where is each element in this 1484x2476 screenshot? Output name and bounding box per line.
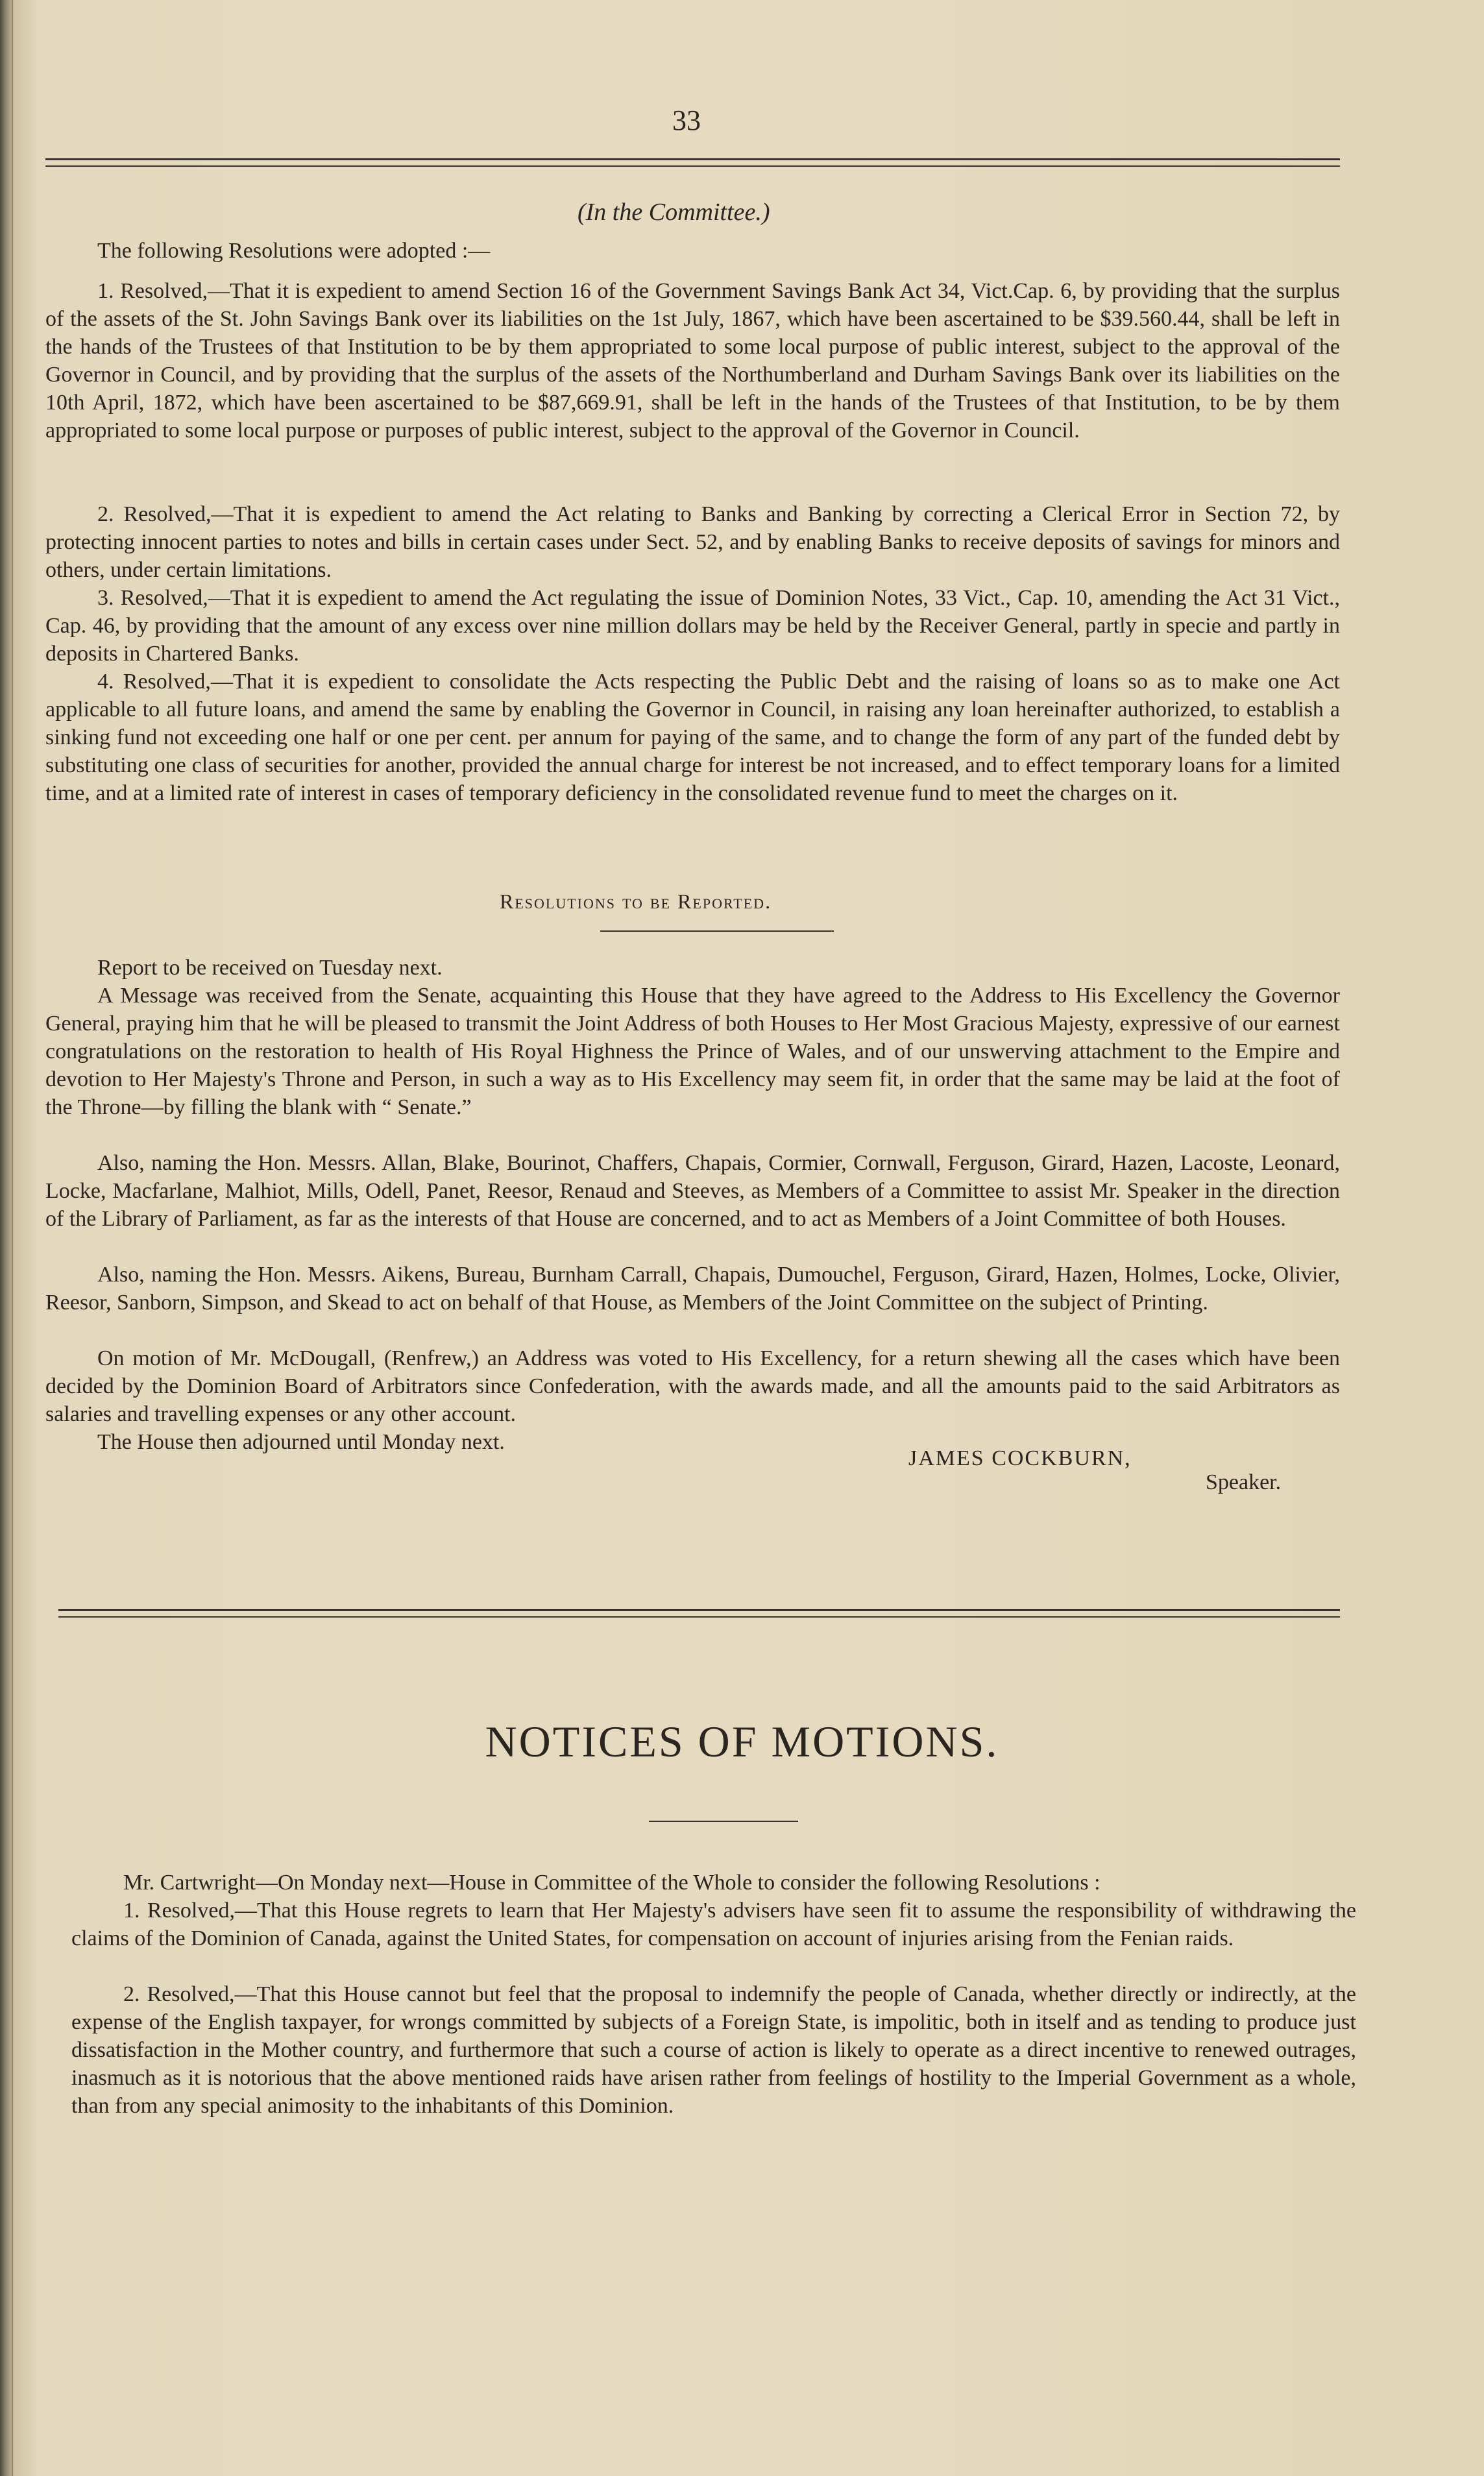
section-underline <box>600 930 834 932</box>
header-rule-top <box>45 158 1340 160</box>
notices-of-motions-title: NOTICES OF MOTIONS. <box>485 1717 999 1766</box>
cartwright-notice-intro: Mr. Cartwright—On Monday next—House in Committee of the Whole to consider the following Resolutions : <box>123 1871 1101 1895</box>
printing-committee-paragraph: Also, naming the Hon. Messrs. Aikens, Bureau, Burnham Carrall, Chapais, Dumouchel, Ferguson, Girard, Hazen, Holmes, Locke, Olivier, Reesor, Sanborn, Simpson, and Skead to act on behalf of that House, as Members of the Joint Committee on the subject of Printing. <box>45 1263 1340 1315</box>
speaker-signature-name: JAMES COCKBURN, <box>908 1446 1132 1470</box>
notice-resolution-1: 1. Resolved,—That this House regrets to learn that Her Majesty's advisers have seen fit to assume the responsibility of withdrawing the claims of the Dominion of Canada, against the United States, for compensation on account of injuries arising from the Fenian raids. <box>71 1899 1356 1950</box>
library-committee-paragraph: Also, naming the Hon. Messrs. Allan, Blake, Bourinot, Chaffers, Chapais, Cormier, Cornwall, Ferguson, Girard, Hazen, Lacoste, Leonard, Locke, Macfarlane, Malhiot, Mills, Odell, Panet, Reesor, Renaud and Steeves, as Members of a Committee to assist Mr. Speaker in the direction of the Library of Parliament, as far as the interests of that House are concerned, and to act as Members of a Joint Committee of both Houses. <box>45 1151 1340 1231</box>
notice-resolution-2: 2. Resolved,—That this House cannot but feel that the proposal to indemnify the people of Canada, whether directly or indirectly, at the expense of the English taxpayer, for wrongs committed by subjects of a Foreign State, is impolitic, both in itself and as tending to produce just dissatisfaction in the Mother country, and furthermore that such a course of action is likely to operate as a direct incentive to renewed outrages, inasmuch as it is notorious that the above mentioned raids have arisen rather from feelings of hostility to the Imperial Government as a whole, than from any special animosity to the inhabitants of this Dominion. <box>71 1982 1356 2118</box>
adjournment-paragraph: The House then adjourned until Monday next. <box>97 1430 505 1454</box>
mcdougall-motion-paragraph: On motion of Mr. McDougall, (Renfrew,) an Address was voted to His Excellency, for a return shewing all the cases which have been decided by the Dominion Board of Arbitrators since Confederation, with the awards made, and all the amounts paid to the said Arbitrators as salaries and travelling expenses or any other account. <box>45 1346 1340 1426</box>
speaker-signature-title: Speaker. <box>1206 1470 1282 1494</box>
resolutions-intro: The following Resolutions were adopted :— <box>97 239 491 263</box>
header-rule-bottom <box>45 165 1340 167</box>
resolution-2: 2. Resolved,—That it is expedient to amend the Act relating to Banks and Banking by correcting a Clerical Error in Section 72, by protecting innocent parties to notes and bills in certain cases under Sect. 52, and by enabling Banks to receive deposits of savings for minors and others, under certain limitations. <box>45 502 1340 582</box>
committee-heading: (In the Committee.) <box>578 199 770 226</box>
resolutions-to-be-reported-heading: Resolutions to be Reported. <box>500 890 772 913</box>
section-divider-top <box>58 1609 1340 1611</box>
resolution-4: 4. Resolved,—That it is expedient to consolidate the Acts respecting the Public Debt and the raising of loans so as to make one Act applicable to all future loans, and amend the same by enabling the Governor in Council, in raising any loan hereinafter authorized, to establish a sinking fund not exceeding one half or one per cent. per annum for paying of the same, and to change the form of any part of the funded debt by substituting one class of securities for another, provided the annual charge for interest be not increased, and to effect temporary loans for a limited time, and at a limited rate of interest in cases of temporary deficiency in the consolidated revenue fund to meet the charges on it. <box>45 670 1340 805</box>
resolution-3: 3. Resolved,—That it is expedient to amend the Act regulating the issue of Dominion Notes, 33 Vict., Cap. 10, amending the Act 31 Vict., Cap. 46, by providing that the amount of any excess over nine million dollars may be held by the Receiver General, partly in specie and partly in deposits in Chartered Banks. <box>45 586 1340 666</box>
senate-message-paragraph: A Message was received from the Senate, acquainting this House that they have agreed to the Address to His Excellency the Governor General, praying him that he will be pleased to transmit the Joint Address of both Houses to Her Most Gracious Majesty, expressive of our earnest congratulations on the restoration to health of His Royal Highness the Prince of Wales, and of our unswerving attachment to the Empire and devotion to Her Majesty's Throne and Person, in such a way as to His Excellency may seem fit, in order that the same may be laid at the foot of the Throne—by filling the blank with “ Senate.” <box>45 984 1340 1119</box>
binding-edge <box>12 0 13 2476</box>
report-paragraph-1: Report to be received on Tuesday next. <box>97 956 443 980</box>
page-number: 33 <box>672 104 701 136</box>
resolution-1: 1. Resolved,—That it is expedient to amend Section 16 of the Government Savings Bank Act 34, Vict.Cap. 6, by providing that the surplus of the assets of the St. John Savings Bank over its liabilities on the 1st July, 1867, which have been ascertained to be $39.560.44, shall be left in the hands of the Trustees of that Institution to be by them appropriated to some local purpose of public interest, subject to the approval of the Governor in Council, and by providing that the surplus of the assets of the Northumberland and Durham Savings Bank over its liabilities on the 10th April, 1872, which have been ascertained to be $87,669.91, shall be left in the hands of the Trustees of that Institution, to be by them appropriated to some local purpose or purposes of public interest, subject to the approval of the Governor in Council. <box>45 279 1340 443</box>
notices-title-underline <box>649 1821 798 1822</box>
section-divider-bottom <box>58 1616 1340 1618</box>
